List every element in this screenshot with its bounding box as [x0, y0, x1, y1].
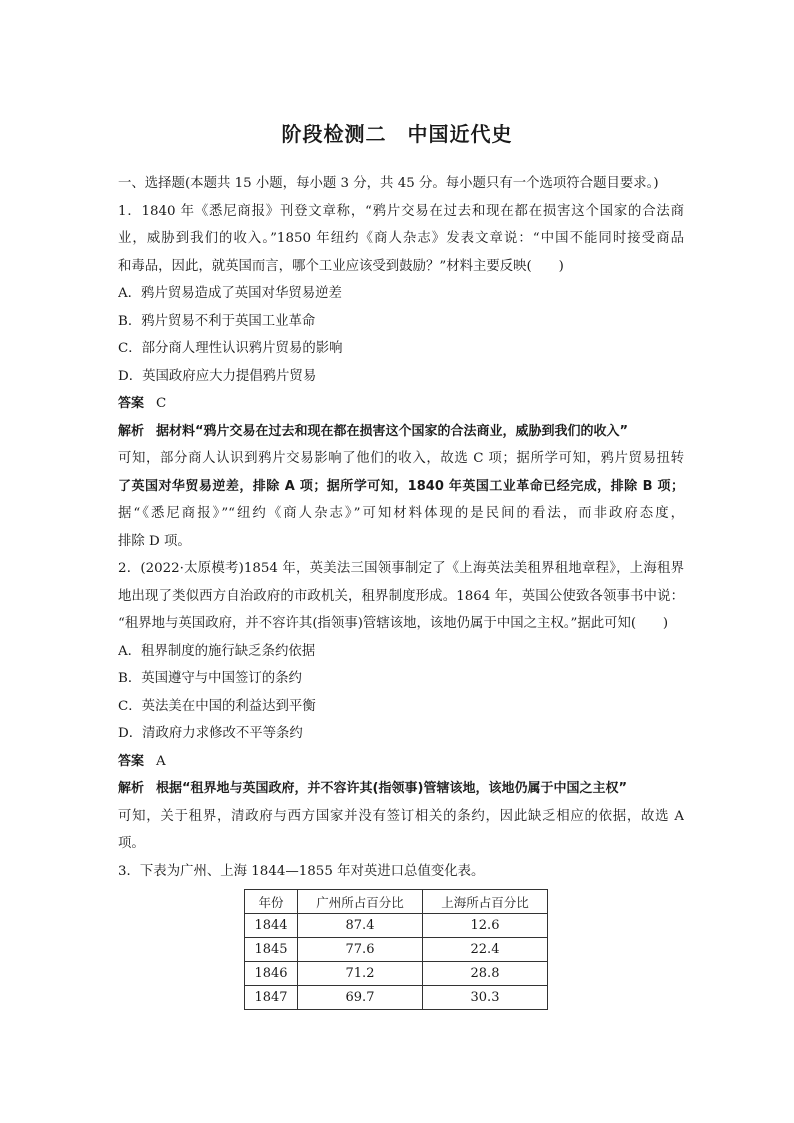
- option-a: A．鸦片贸易造成了英国对华贸易逆差: [118, 286, 342, 301]
- table-cell: 87.4: [298, 914, 423, 938]
- analysis-text: 据材料“鸦片交易在过去和现在都在损害这个国家的合法商业，威胁到我们的收入”: [156, 423, 629, 439]
- analysis-text: 根据“租界地与英国政府，并不容许其(指领事)管辖该地，该地仍属于中国之主权”: [156, 781, 627, 796]
- question-1: [118, 198, 684, 556]
- answer-line: [118, 390, 684, 418]
- table-cell: 69.7: [298, 986, 423, 1010]
- answer-label: 答案: [118, 753, 145, 769]
- table-header-row: [245, 890, 548, 914]
- option-a: A．租界制度的施行缺乏条约依据: [118, 643, 316, 659]
- column-header: 年份: [245, 890, 298, 914]
- table-row: [245, 938, 548, 962]
- data-table: [244, 889, 548, 1010]
- page-title: 阶段检测二 中国近代史: [281, 122, 513, 146]
- option-c: C．部分商人理性认识鸦片贸易的影响: [118, 341, 343, 356]
- question-2: [118, 555, 684, 858]
- table-cell: 77.6: [298, 938, 423, 962]
- column-header: 上海所占百分比: [423, 890, 548, 914]
- content-body: [118, 170, 684, 1010]
- table-cell: 28.8: [423, 962, 548, 986]
- analysis-text: 据“《悉尼商报》”“纽约《商人杂志》”可知材料体现的是民间的看法，而非政府态度，: [118, 506, 684, 521]
- option-b: B．鸦片贸易不利于英国工业革命: [118, 313, 316, 329]
- option-c: C．英法美在中国的利益达到平衡: [118, 698, 316, 714]
- table-cell: 71.2: [298, 962, 423, 986]
- answer-line: [118, 748, 684, 776]
- table-row: [245, 986, 548, 1010]
- table-row: [245, 914, 548, 938]
- analysis-text: 项。: [118, 836, 145, 851]
- question-stem-line: 和毒品，因此，就英国而言，哪个工业应该受到鼓励？”材料主要反映( ): [118, 258, 564, 274]
- analysis-line: [118, 775, 684, 803]
- answer-value: C: [156, 396, 167, 411]
- option-d: D．英国政府应大力提倡鸦片贸易: [118, 368, 317, 384]
- question-stem-line: 3．下表为广州、上海 1844—1855 年对英进口总值变化表。: [118, 863, 485, 879]
- table-cell: 22.4: [423, 938, 548, 962]
- analysis-text: 可知，关于租界，清政府与西方国家并没有签订相关的条约，因此缺乏相应的依据，故选 A: [118, 808, 684, 824]
- answer-label: 答案: [118, 396, 145, 411]
- option-b: B．英国遵守与中国签订的条约: [118, 671, 302, 686]
- answer-value: A: [156, 753, 166, 769]
- table-cell: 1847: [245, 986, 298, 1010]
- analysis-label: 解析: [118, 423, 145, 439]
- question-stem-line: 1．1840 年《悉尼商报》刊登文章称，“鸦片交易在过去和现在都在损害这个国家的合法商: [118, 203, 684, 219]
- question-3: [118, 858, 684, 1011]
- table-cell: 1844: [245, 914, 298, 938]
- question-stem-line: 业，威胁到我们的收入。”1850 年纽约《商人杂志》发表文章说：“中国不能同时接受商品: [118, 231, 684, 246]
- analysis-line: [118, 418, 684, 446]
- analysis-label: 解析: [118, 781, 145, 796]
- analysis-text: 可知，部分商人认识到鸦片交易影响了他们的收入，故选 C 项；据所学可知，鸦片贸易扭转: [118, 451, 684, 466]
- table-cell: 1845: [245, 938, 298, 962]
- question-stem-line: “租界地与英国政府，并不容许其(指领事)管辖该地，该地仍属于中国之主权。”据此可知( ): [118, 616, 669, 631]
- table-cell: 30.3: [423, 986, 548, 1010]
- analysis-text: 了英国对华贸易逆差，排除 A 项；据所学可知，1840 年英国工业革命已经完成，排除 B 项；: [118, 478, 684, 494]
- column-header: 广州所占百分比: [298, 890, 423, 914]
- section-header: 一、选择题(本题共 15 小题，每小题 3 分，共 45 分。每小题只有一个选项符合题目要求。): [118, 176, 659, 191]
- option-d: D．清政府力求修改不平等条约: [118, 726, 303, 741]
- analysis-text: 排除 D 项。: [118, 533, 191, 549]
- table-row: [245, 962, 548, 986]
- table-cell: 1846: [245, 962, 298, 986]
- question-stem-line: 2．(2022·太原模考)1854 年，英美法三国领事制定了《上海英法美租界租地章程》，上海租界: [118, 561, 684, 576]
- question-stem-line: 地出现了类似西方自治政府的市政机关，租界制度形成。1864 年，英国公使致各领事书中说：: [118, 588, 684, 604]
- table-cell: 12.6: [423, 914, 548, 938]
